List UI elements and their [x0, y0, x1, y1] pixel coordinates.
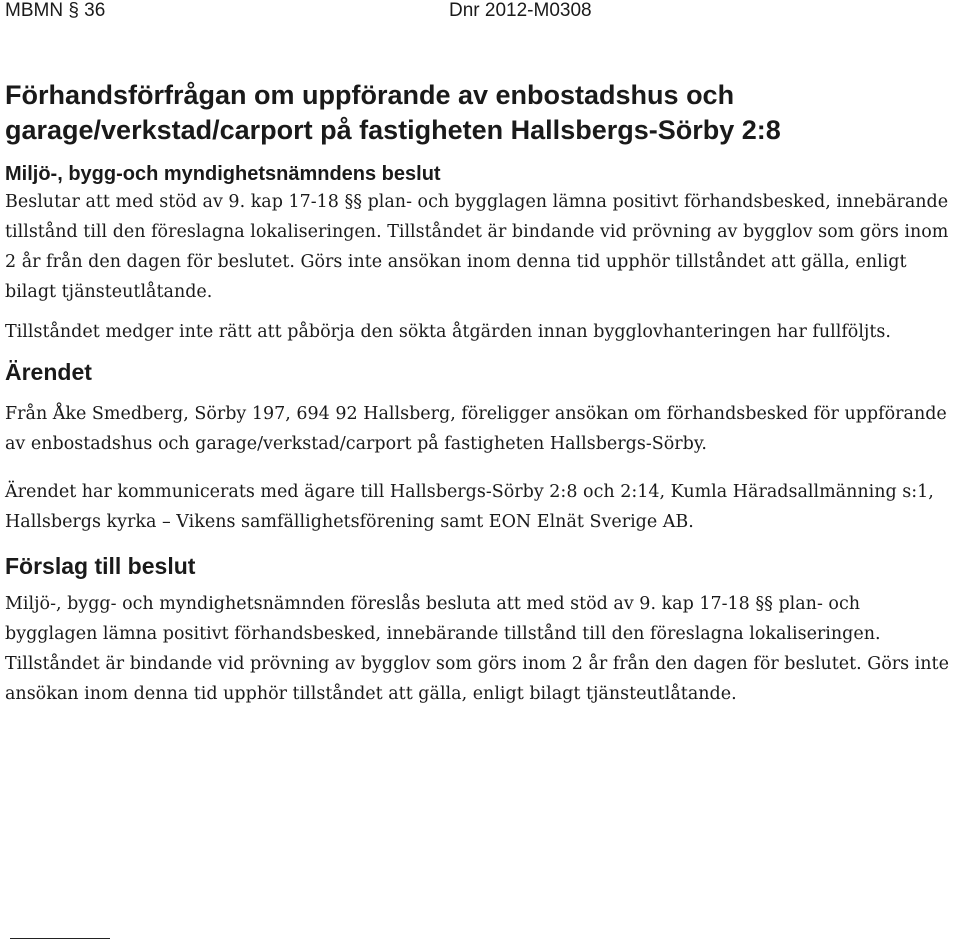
- matter-paragraph-1: Från Åke Smedberg, Sörby 197, 694 92 Hallsberg, föreligger ansökan om förhandsbesked för uppförande av enbostadshus och garage/verkstad/carport på fastigheten Hallsbergs-Sörby.: [5, 404, 947, 454]
- decision-paragraph-1: Beslutar att med stöd av 9. kap 17-18 §§ plan- och bygglagen lämna positivt förhandsbesked, innebärande tillstånd till den föreslagna lokaliseringen. Tillståndet är bindande vid prövning av bygglov som görs inom 2 år från den dagen för beslutet. Görs inte ansökan inom denna tid upphör tillståndet att gälla, enligt bilagt tjänsteutlåtande.: [5, 192, 949, 302]
- decision-heading: Miljö-, bygg-och myndighetsnämndens beslut: [5, 163, 441, 185]
- decision-paragraph-2: Tillståndet medger inte rätt att påbörja den sökta åtgärden innan bygglovhanteringen har fullföljts.: [5, 322, 891, 342]
- proposal-heading: Förslag till beslut: [5, 553, 196, 579]
- page-header: [5, 0, 953, 30]
- matter-heading: Ärendet: [5, 359, 92, 385]
- paragraph-number: MBMN § 36: [5, 0, 106, 21]
- document-page: [5, 0, 953, 709]
- case-number: Dnr 2012-M0308: [449, 0, 592, 21]
- footnote-divider: [10, 938, 110, 939]
- document-title: Förhandsförfrågan om uppförande av enbostadshus och garage/verkstad/carport på fastigheten Hallsbergs-Sörby 2:8: [5, 80, 781, 145]
- proposal-paragraph-1: Miljö-, bygg- och myndighetsnämnden föreslås besluta att med stöd av 9. kap 17-18 §§ plan- och bygglagen lämna positivt förhandsbesked, innebärande tillstånd till den föreslagna lokaliseringen. Tillståndet är bindande vid prövning av bygglov som görs inom 2 år från den dagen för beslutet. Görs inte ansökan inom denna tid upphör tillståndet att gälla, enligt bilagt tjänsteutlåtande.: [5, 594, 949, 704]
- matter-paragraph-2: Ärendet har kommunicerats med ägare till Hallsbergs-Sörby 2:8 och 2:14, Kumla Häradsallmänning s:1, Hallsbergs kyrka – Vikens samfällighetsförening samt EON Elnät Sverige AB.: [5, 482, 934, 532]
